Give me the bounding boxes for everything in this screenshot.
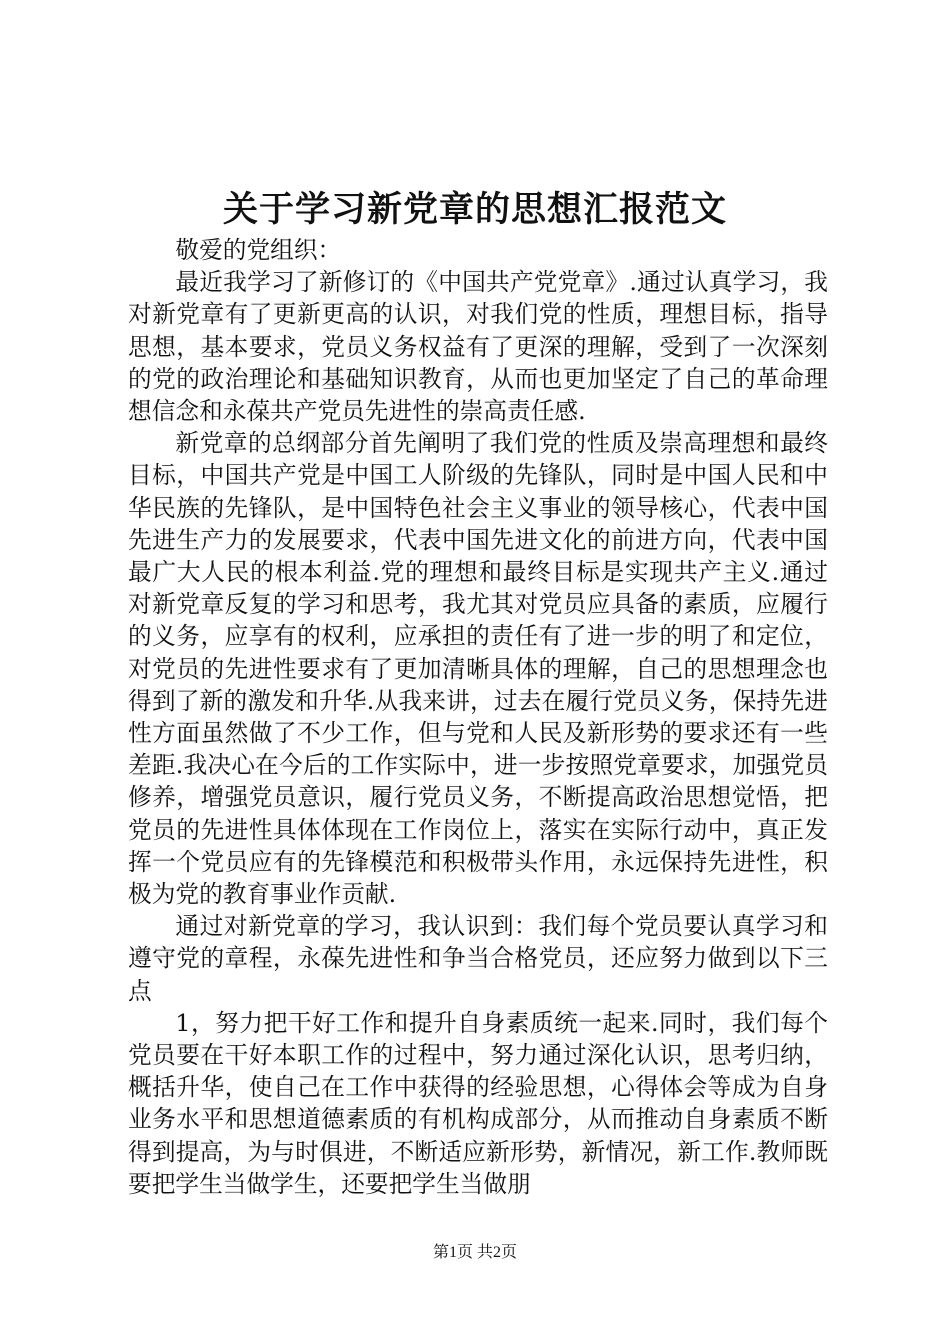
page-footer [0,1243,950,1263]
salutation: 敬爱的党组织： [175,236,342,264]
page-indicator: 第1页 共2页 [432,1244,517,1261]
paragraph: 通过对新党章的学习，我认识到：我们每个党员要认真学习和遵守党的章程，永葆先进性和争当合格党员，还应努力做到以下三点 [128,912,828,1005]
document-body [128,234,828,1200]
paragraph: 1，努力把干好工作和提升自身素质统一起来.同时，我们每个党员要在干好本职工作的过程中，努力通过深化认识，思考归纳，概括升华，使自己在工作中获得的经验思想，心得体会等成为自身业务水平和思想道德素质的有机构成部分，从而推动自身素质不断得到提高，为与时俱进，不断适应新形势，新情况，新工作.教师既要把学生当做学生，还要把学生当做朋 [128,1008,828,1198]
paragraph: 新党章的总纲部分首先阐明了我们党的性质及崇高理想和最终目标，中国共产党是中国工人阶级的先锋队，同时是中国人民和中华民族的先锋队，是中国特色社会主义事业的领导核心，代表中国先进生产力的发展要求，代表中国先进文化的前进方向，代表中国最广大人民的根本利益.党的理想和最终目标是实现共产主义.通过对新党章反复的学习和思考，我尤其对党员应具备的素质，应履行的义务，应享有的权利，应承担的责任有了进一步的明了和定位，对党员的先进性要求有了更加清晰具体的理解，自己的思想理念也得到了新的激发和升华.从我来讲，过去在履行党员义务，保持先进性方面虽然做了不少工作，但与党和人民及新形势的要求还有一些差距.我决心在今后的工作实际中，进一步按照党章要求，加强党员修养，增强党员意识，履行党员义务，不断提高政治思想觉悟，把党员的先进性具体体现在工作岗位上，落实在实际行动中，真正发挥一个党员应有的先锋模范和积极带头作用，永远保持先进性，积极为党的教育事业作贡献. [128,429,828,909]
document-title: 关于学习新党章的思想汇报范文 [222,190,727,230]
paragraph: 最近我学习了新修订的《中国共产党党章》.通过认真学习，我对新党章有了更新更高的认识，对我们党的性质，理想目标，指导思想，基本要求，党员义务权益有了更深的理解，受到了一次深刻的党的政治理论和基础知识教育，从而也更加坚定了自己的革命理想信念和永葆共产党员先进性的崇高责任感. [128,268,828,426]
